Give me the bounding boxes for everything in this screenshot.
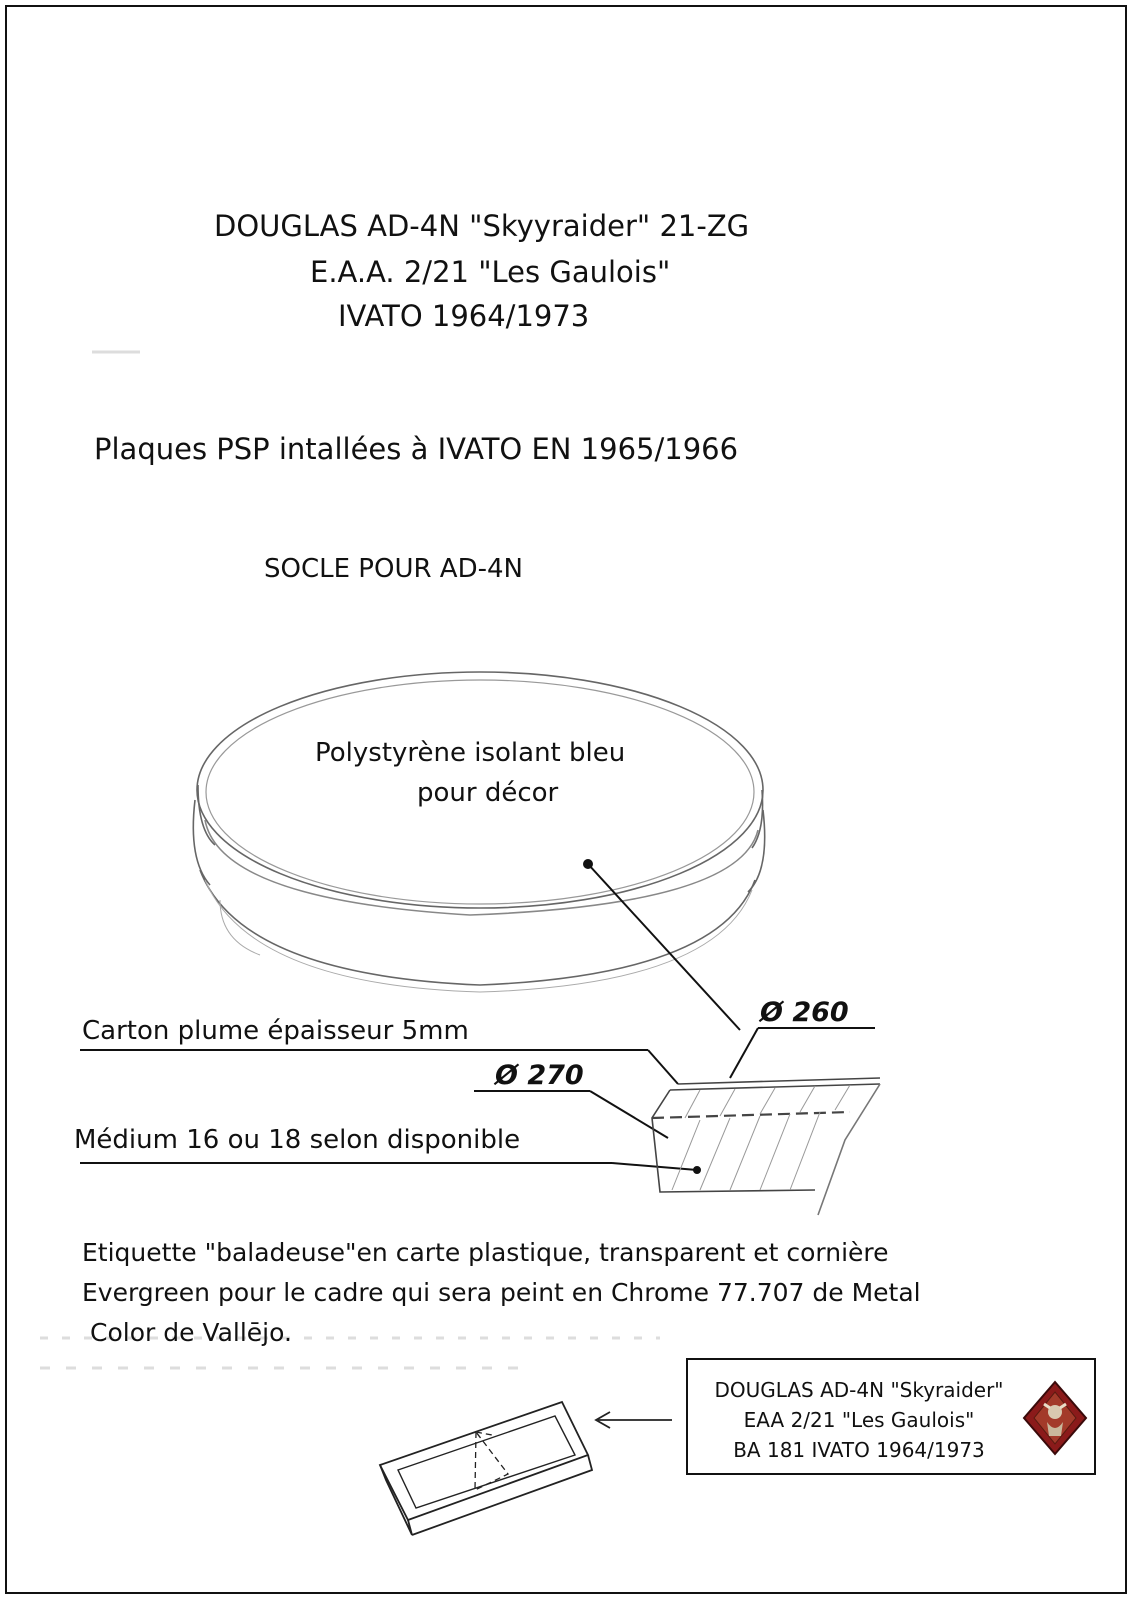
label-card [686,1358,1096,1475]
header-title-line3: IVATO 1964/1973 [338,299,590,333]
label-note-line2: Evergreen pour le cadre qui sera peint en Chrome 77.707 de Metal [82,1278,921,1307]
section-title: SOCLE POUR AD-4N [264,554,523,584]
dim-260-pointer [730,1028,758,1078]
dim-270-pointer [590,1091,668,1138]
label-card-line2: EAA 2/21 "Les Gaulois" [743,1408,975,1432]
disc-label-line1: Polystyrène isolant bleu [315,738,626,768]
disc-label-line2: pour décor [417,778,559,808]
header-title-line2: E.A.A. 2/21 "Les Gaulois" [310,255,671,289]
foam-label-leader [648,1050,678,1084]
squadron-insignia-icon [1020,1378,1090,1458]
base-label-leader [612,1163,697,1170]
base-cross-section [652,1078,880,1215]
subtitle: Plaques PSP intallées à IVATO EN 1965/1966 [94,432,739,466]
label-note-line1: Etiquette "baladeuse"en carte plastique, transparent et cornière [82,1238,889,1267]
mdf-base-label: Médium 16 ou 18 selon disponible [74,1125,521,1155]
label-card-line1: DOUGLAS AD-4N "Skyraider" [714,1378,1004,1402]
disc-callout-leader [588,864,740,1030]
dimension-inner-diameter: Ø 260 [760,997,849,1028]
label-note-line3: Color de Vallējo. [90,1318,292,1347]
dimension-outer-diameter: Ø 270 [495,1060,584,1091]
label-card-line3: BA 181 IVATO 1964/1973 [733,1438,985,1462]
header-title-line1: DOUGLAS AD-4N "Skyyraider" 21-ZG [214,209,750,243]
foam-board-label: Carton plume épaisseur 5mm [82,1016,469,1046]
label-holder-sketch [380,1402,672,1535]
label-note [82,1233,982,1353]
disc-bottom-outline [200,870,755,985]
